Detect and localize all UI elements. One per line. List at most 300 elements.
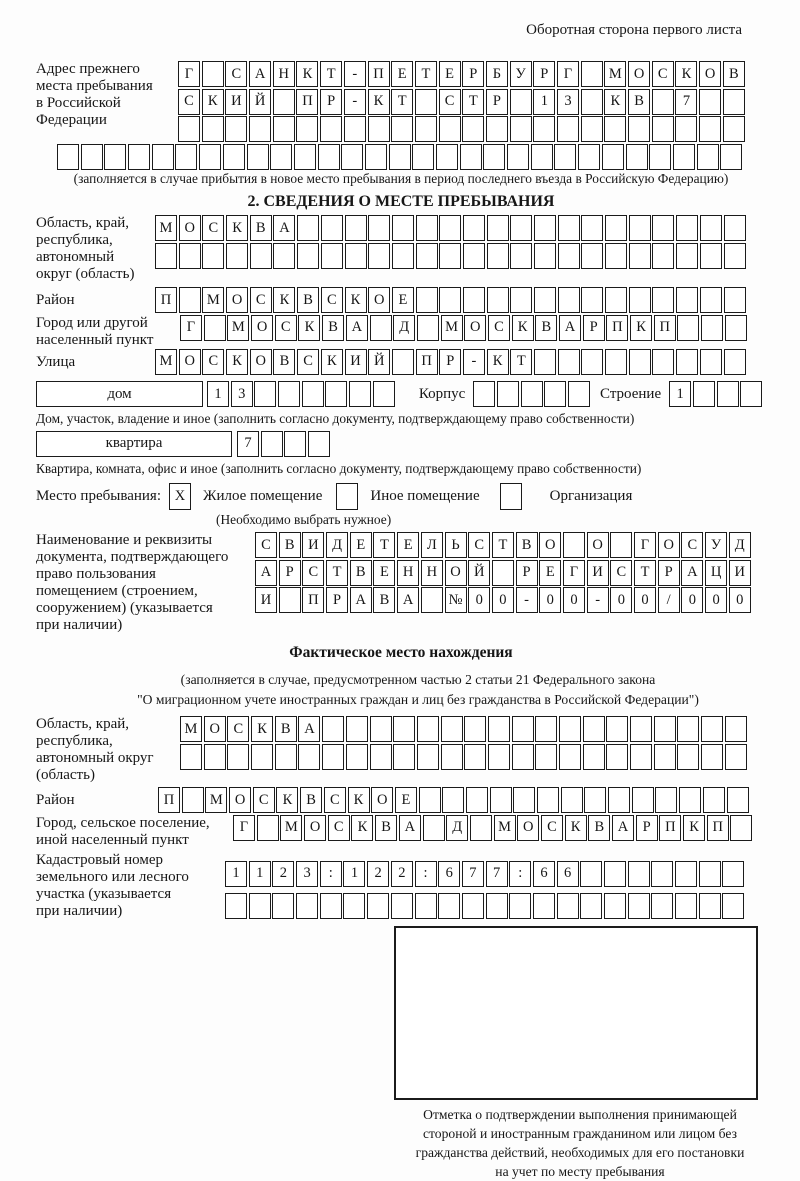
char-cell[interactable]: 1 <box>669 381 691 407</box>
char-cell[interactable] <box>652 89 674 115</box>
char-cell[interactable] <box>563 532 585 558</box>
char-cell[interactable] <box>227 744 249 770</box>
char-cell[interactable]: К <box>683 815 705 841</box>
char-cell[interactable] <box>558 215 580 241</box>
char-cell[interactable] <box>294 144 316 170</box>
char-cell[interactable] <box>513 787 535 813</box>
char-cell[interactable] <box>557 116 579 142</box>
char-cell[interactable] <box>436 144 458 170</box>
char-cell[interactable] <box>629 349 651 375</box>
char-cell[interactable]: 3 <box>296 861 318 887</box>
char-cell[interactable] <box>325 381 347 407</box>
char-cell[interactable]: - <box>516 587 538 613</box>
char-cell[interactable]: М <box>494 815 516 841</box>
char-cell[interactable] <box>651 893 673 919</box>
char-cell[interactable]: К <box>251 716 273 742</box>
char-cell[interactable]: В <box>350 560 372 586</box>
char-cell[interactable]: 0 <box>729 587 751 613</box>
char-cell[interactable]: Р <box>462 61 484 87</box>
char-cell[interactable] <box>202 116 224 142</box>
char-cell[interactable] <box>441 744 463 770</box>
char-cell[interactable] <box>415 89 437 115</box>
char-cell[interactable]: П <box>416 349 438 375</box>
char-cell[interactable]: Е <box>395 787 417 813</box>
char-cell[interactable] <box>699 89 721 115</box>
char-cell[interactable]: К <box>226 349 248 375</box>
char-cell[interactable]: И <box>345 349 367 375</box>
char-cell[interactable] <box>392 243 414 269</box>
char-cell[interactable] <box>179 243 201 269</box>
char-cell[interactable]: А <box>249 61 271 87</box>
char-cell[interactable]: Т <box>326 560 348 586</box>
char-cell[interactable] <box>521 381 543 407</box>
char-cell[interactable] <box>417 315 439 341</box>
char-cell[interactable]: В <box>297 287 319 313</box>
char-cell[interactable]: В <box>322 315 344 341</box>
char-cell[interactable]: М <box>155 349 177 375</box>
char-cell[interactable]: М <box>227 315 249 341</box>
char-cell[interactable] <box>392 215 414 241</box>
char-cell[interactable]: К <box>604 89 626 115</box>
char-cell[interactable] <box>727 787 749 813</box>
char-cell[interactable]: 1 <box>249 861 271 887</box>
char-cell[interactable] <box>487 215 509 241</box>
char-cell[interactable] <box>257 815 279 841</box>
char-cell[interactable]: О <box>204 716 226 742</box>
char-cell[interactable] <box>199 144 221 170</box>
char-cell[interactable]: 0 <box>610 587 632 613</box>
char-cell[interactable] <box>632 787 654 813</box>
char-cell[interactable] <box>652 349 674 375</box>
char-cell[interactable]: М <box>205 787 227 813</box>
char-cell[interactable] <box>297 243 319 269</box>
char-cell[interactable] <box>629 287 651 313</box>
char-cell[interactable] <box>421 587 443 613</box>
char-cell[interactable] <box>486 116 508 142</box>
char-cell[interactable]: Е <box>397 532 419 558</box>
char-cell[interactable]: К <box>276 787 298 813</box>
char-cell[interactable]: А <box>255 560 277 586</box>
char-cell[interactable]: Й <box>468 560 490 586</box>
char-cell[interactable] <box>345 215 367 241</box>
char-cell[interactable] <box>604 116 626 142</box>
char-cell[interactable] <box>581 349 603 375</box>
char-cell[interactable] <box>202 243 224 269</box>
char-cell[interactable] <box>676 349 698 375</box>
char-cell[interactable] <box>463 243 485 269</box>
char-cell[interactable]: - <box>344 61 366 87</box>
char-cell[interactable]: 0 <box>492 587 514 613</box>
char-cell[interactable] <box>699 861 721 887</box>
char-cell[interactable]: С <box>439 89 461 115</box>
char-cell[interactable]: Р <box>326 587 348 613</box>
char-cell[interactable]: О <box>229 787 251 813</box>
char-cell[interactable] <box>510 89 532 115</box>
char-cell[interactable]: П <box>368 61 390 87</box>
char-cell[interactable]: 1 <box>343 861 365 887</box>
char-cell[interactable]: М <box>280 815 302 841</box>
char-cell[interactable] <box>473 381 495 407</box>
char-cell[interactable]: Ь <box>445 532 467 558</box>
char-cell[interactable]: 2 <box>272 861 294 887</box>
char-cell[interactable]: 0 <box>634 587 656 613</box>
char-cell[interactable] <box>416 287 438 313</box>
char-cell[interactable] <box>368 116 390 142</box>
char-cell[interactable]: А <box>399 815 421 841</box>
char-cell[interactable] <box>676 215 698 241</box>
apartment-type-box[interactable]: квартира <box>36 431 232 457</box>
char-cell[interactable] <box>722 893 744 919</box>
char-cell[interactable] <box>249 893 271 919</box>
char-cell[interactable]: К <box>348 787 370 813</box>
char-cell[interactable] <box>344 116 366 142</box>
char-cell[interactable] <box>273 89 295 115</box>
char-cell[interactable] <box>302 381 324 407</box>
char-cell[interactable] <box>535 744 557 770</box>
char-cell[interactable] <box>534 215 556 241</box>
char-cell[interactable]: О <box>699 61 721 87</box>
char-cell[interactable] <box>463 215 485 241</box>
char-cell[interactable]: Р <box>516 560 538 586</box>
char-cell[interactable] <box>510 215 532 241</box>
char-cell[interactable] <box>602 144 624 170</box>
char-cell[interactable]: 7 <box>462 861 484 887</box>
char-cell[interactable] <box>273 243 295 269</box>
char-cell[interactable] <box>368 243 390 269</box>
char-cell[interactable] <box>278 381 300 407</box>
char-cell[interactable]: М <box>202 287 224 313</box>
char-cell[interactable]: О <box>250 349 272 375</box>
char-cell[interactable] <box>558 243 580 269</box>
char-cell[interactable] <box>510 287 532 313</box>
char-cell[interactable]: Т <box>415 61 437 87</box>
char-cell[interactable] <box>464 716 486 742</box>
char-cell[interactable] <box>155 243 177 269</box>
char-cell[interactable] <box>554 144 576 170</box>
char-cell[interactable] <box>531 144 553 170</box>
char-cell[interactable] <box>701 716 723 742</box>
char-cell[interactable] <box>557 893 579 919</box>
char-cell[interactable]: Е <box>373 560 395 586</box>
char-cell[interactable]: Т <box>391 89 413 115</box>
char-cell[interactable] <box>533 116 555 142</box>
char-cell[interactable]: О <box>464 315 486 341</box>
char-cell[interactable] <box>490 787 512 813</box>
char-cell[interactable] <box>346 716 368 742</box>
char-cell[interactable] <box>628 893 650 919</box>
char-cell[interactable] <box>581 116 603 142</box>
char-cell[interactable]: П <box>707 815 729 841</box>
char-cell[interactable]: № <box>445 587 467 613</box>
char-cell[interactable] <box>463 287 485 313</box>
char-cell[interactable] <box>581 61 603 87</box>
char-cell[interactable]: Е <box>392 287 414 313</box>
char-cell[interactable]: К <box>487 349 509 375</box>
char-cell[interactable]: 7 <box>237 431 259 457</box>
char-cell[interactable]: К <box>675 61 697 87</box>
char-cell[interactable] <box>225 116 247 142</box>
char-cell[interactable]: Р <box>636 815 658 841</box>
char-cell[interactable] <box>679 787 701 813</box>
char-cell[interactable] <box>725 716 747 742</box>
char-cell[interactable] <box>439 287 461 313</box>
char-cell[interactable] <box>654 744 676 770</box>
char-cell[interactable]: П <box>659 815 681 841</box>
char-cell[interactable]: 0 <box>705 587 727 613</box>
char-cell[interactable]: 3 <box>231 381 253 407</box>
char-cell[interactable] <box>412 144 434 170</box>
char-cell[interactable] <box>441 716 463 742</box>
char-cell[interactable] <box>652 215 674 241</box>
char-cell[interactable] <box>740 381 762 407</box>
char-cell[interactable]: В <box>516 532 538 558</box>
char-cell[interactable]: О <box>445 560 467 586</box>
char-cell[interactable] <box>439 215 461 241</box>
char-cell[interactable]: Б <box>486 61 508 87</box>
char-cell[interactable] <box>604 893 626 919</box>
char-cell[interactable] <box>296 116 318 142</box>
char-cell[interactable] <box>559 744 581 770</box>
char-cell[interactable] <box>128 144 150 170</box>
char-cell[interactable] <box>423 815 445 841</box>
checkbox-residential[interactable]: X <box>169 483 191 510</box>
char-cell[interactable]: О <box>304 815 326 841</box>
char-cell[interactable]: Г <box>233 815 255 841</box>
char-cell[interactable]: О <box>628 61 650 87</box>
char-cell[interactable] <box>675 893 697 919</box>
char-cell[interactable]: 1 <box>207 381 229 407</box>
char-cell[interactable]: С <box>652 61 674 87</box>
char-cell[interactable] <box>439 116 461 142</box>
char-cell[interactable]: О <box>371 787 393 813</box>
char-cell[interactable] <box>345 243 367 269</box>
char-cell[interactable] <box>701 744 723 770</box>
char-cell[interactable]: 0 <box>539 587 561 613</box>
char-cell[interactable] <box>462 893 484 919</box>
char-cell[interactable]: К <box>565 815 587 841</box>
char-cell[interactable] <box>724 349 746 375</box>
char-cell[interactable] <box>438 893 460 919</box>
char-cell[interactable]: И <box>729 560 751 586</box>
char-cell[interactable] <box>608 787 630 813</box>
char-cell[interactable] <box>510 243 532 269</box>
char-cell[interactable] <box>250 243 272 269</box>
char-cell[interactable] <box>81 144 103 170</box>
char-cell[interactable] <box>723 116 745 142</box>
char-cell[interactable]: 2 <box>391 861 413 887</box>
char-cell[interactable] <box>581 287 603 313</box>
char-cell[interactable] <box>724 243 746 269</box>
char-cell[interactable] <box>439 243 461 269</box>
char-cell[interactable]: Н <box>273 61 295 87</box>
char-cell[interactable]: 7 <box>486 861 508 887</box>
char-cell[interactable] <box>628 861 650 887</box>
char-cell[interactable]: Р <box>533 61 555 87</box>
char-cell[interactable]: С <box>202 349 224 375</box>
char-cell[interactable] <box>483 144 505 170</box>
char-cell[interactable] <box>722 861 744 887</box>
char-cell[interactable] <box>652 287 674 313</box>
char-cell[interactable] <box>720 144 742 170</box>
char-cell[interactable]: Д <box>446 815 468 841</box>
char-cell[interactable] <box>365 144 387 170</box>
char-cell[interactable]: 0 <box>563 587 585 613</box>
char-cell[interactable] <box>700 215 722 241</box>
char-cell[interactable]: Т <box>492 532 514 558</box>
char-cell[interactable] <box>308 431 330 457</box>
char-cell[interactable] <box>724 287 746 313</box>
char-cell[interactable]: В <box>275 716 297 742</box>
char-cell[interactable]: П <box>158 787 180 813</box>
char-cell[interactable]: В <box>375 815 397 841</box>
char-cell[interactable] <box>580 861 602 887</box>
char-cell[interactable] <box>462 116 484 142</box>
char-cell[interactable]: Р <box>583 315 605 341</box>
char-cell[interactable] <box>723 89 745 115</box>
char-cell[interactable] <box>370 716 392 742</box>
char-cell[interactable]: А <box>350 587 372 613</box>
char-cell[interactable] <box>717 381 739 407</box>
char-cell[interactable] <box>321 243 343 269</box>
char-cell[interactable] <box>273 116 295 142</box>
char-cell[interactable] <box>318 144 340 170</box>
char-cell[interactable] <box>559 716 581 742</box>
char-cell[interactable] <box>261 431 283 457</box>
char-cell[interactable] <box>204 744 226 770</box>
char-cell[interactable] <box>391 116 413 142</box>
char-cell[interactable]: В <box>628 89 650 115</box>
checkbox-other-premises[interactable] <box>336 483 358 510</box>
char-cell[interactable]: О <box>179 349 201 375</box>
char-cell[interactable]: Р <box>439 349 461 375</box>
char-cell[interactable] <box>202 61 224 87</box>
char-cell[interactable]: С <box>225 61 247 87</box>
char-cell[interactable] <box>391 893 413 919</box>
char-cell[interactable]: Д <box>326 532 348 558</box>
char-cell[interactable]: С <box>178 89 200 115</box>
char-cell[interactable]: Ц <box>705 560 727 586</box>
char-cell[interactable]: Т <box>634 560 656 586</box>
char-cell[interactable] <box>581 215 603 241</box>
char-cell[interactable]: - <box>463 349 485 375</box>
char-cell[interactable]: П <box>155 287 177 313</box>
char-cell[interactable] <box>677 744 699 770</box>
char-cell[interactable]: Н <box>421 560 443 586</box>
char-cell[interactable] <box>416 215 438 241</box>
char-cell[interactable] <box>533 893 555 919</box>
char-cell[interactable]: Е <box>439 61 461 87</box>
char-cell[interactable] <box>558 349 580 375</box>
char-cell[interactable] <box>320 893 342 919</box>
char-cell[interactable]: У <box>705 532 727 558</box>
char-cell[interactable] <box>584 787 606 813</box>
char-cell[interactable]: 3 <box>557 89 579 115</box>
char-cell[interactable] <box>488 716 510 742</box>
char-cell[interactable]: Л <box>421 532 443 558</box>
char-cell[interactable]: В <box>300 787 322 813</box>
char-cell[interactable] <box>349 381 371 407</box>
char-cell[interactable] <box>204 315 226 341</box>
char-cell[interactable]: П <box>606 315 628 341</box>
char-cell[interactable]: О <box>539 532 561 558</box>
char-cell[interactable] <box>605 215 627 241</box>
char-cell[interactable]: 1 <box>533 89 555 115</box>
char-cell[interactable]: О <box>251 315 273 341</box>
char-cell[interactable] <box>655 787 677 813</box>
char-cell[interactable]: К <box>202 89 224 115</box>
char-cell[interactable]: К <box>345 287 367 313</box>
char-cell[interactable]: / <box>658 587 680 613</box>
char-cell[interactable] <box>581 89 603 115</box>
char-cell[interactable]: М <box>604 61 626 87</box>
char-cell[interactable]: И <box>587 560 609 586</box>
char-cell[interactable]: С <box>488 315 510 341</box>
char-cell[interactable] <box>534 349 556 375</box>
char-cell[interactable] <box>320 116 342 142</box>
char-cell[interactable]: : <box>509 861 531 887</box>
char-cell[interactable] <box>270 144 292 170</box>
char-cell[interactable]: В <box>273 349 295 375</box>
char-cell[interactable]: Н <box>397 560 419 586</box>
char-cell[interactable] <box>697 144 719 170</box>
char-cell[interactable] <box>57 144 79 170</box>
char-cell[interactable]: С <box>297 349 319 375</box>
char-cell[interactable]: А <box>612 815 634 841</box>
char-cell[interactable]: О <box>658 532 680 558</box>
char-cell[interactable] <box>175 144 197 170</box>
char-cell[interactable] <box>534 287 556 313</box>
char-cell[interactable] <box>725 744 747 770</box>
char-cell[interactable] <box>343 893 365 919</box>
char-cell[interactable] <box>416 243 438 269</box>
char-cell[interactable] <box>651 861 673 887</box>
char-cell[interactable]: К <box>273 287 295 313</box>
char-cell[interactable] <box>470 815 492 841</box>
char-cell[interactable] <box>226 243 248 269</box>
char-cell[interactable]: С <box>321 287 343 313</box>
char-cell[interactable] <box>724 215 746 241</box>
char-cell[interactable]: С <box>468 532 490 558</box>
char-cell[interactable] <box>606 744 628 770</box>
char-cell[interactable]: О <box>179 215 201 241</box>
char-cell[interactable]: М <box>180 716 202 742</box>
house-type-box[interactable]: дом <box>36 381 203 407</box>
char-cell[interactable] <box>254 381 276 407</box>
char-cell[interactable] <box>677 716 699 742</box>
char-cell[interactable]: В <box>279 532 301 558</box>
char-cell[interactable]: О <box>368 287 390 313</box>
char-cell[interactable] <box>725 315 747 341</box>
char-cell[interactable]: Д <box>729 532 751 558</box>
char-cell[interactable] <box>487 287 509 313</box>
char-cell[interactable]: Г <box>180 315 202 341</box>
char-cell[interactable] <box>322 716 344 742</box>
char-cell[interactable] <box>284 431 306 457</box>
char-cell[interactable] <box>247 144 269 170</box>
char-cell[interactable] <box>322 744 344 770</box>
char-cell[interactable] <box>544 381 566 407</box>
char-cell[interactable]: - <box>344 89 366 115</box>
char-cell[interactable] <box>604 861 626 887</box>
char-cell[interactable] <box>346 744 368 770</box>
char-cell[interactable]: С <box>610 560 632 586</box>
char-cell[interactable]: К <box>321 349 343 375</box>
char-cell[interactable] <box>297 215 319 241</box>
char-cell[interactable] <box>279 587 301 613</box>
char-cell[interactable]: Е <box>539 560 561 586</box>
char-cell[interactable] <box>180 744 202 770</box>
char-cell[interactable] <box>298 744 320 770</box>
